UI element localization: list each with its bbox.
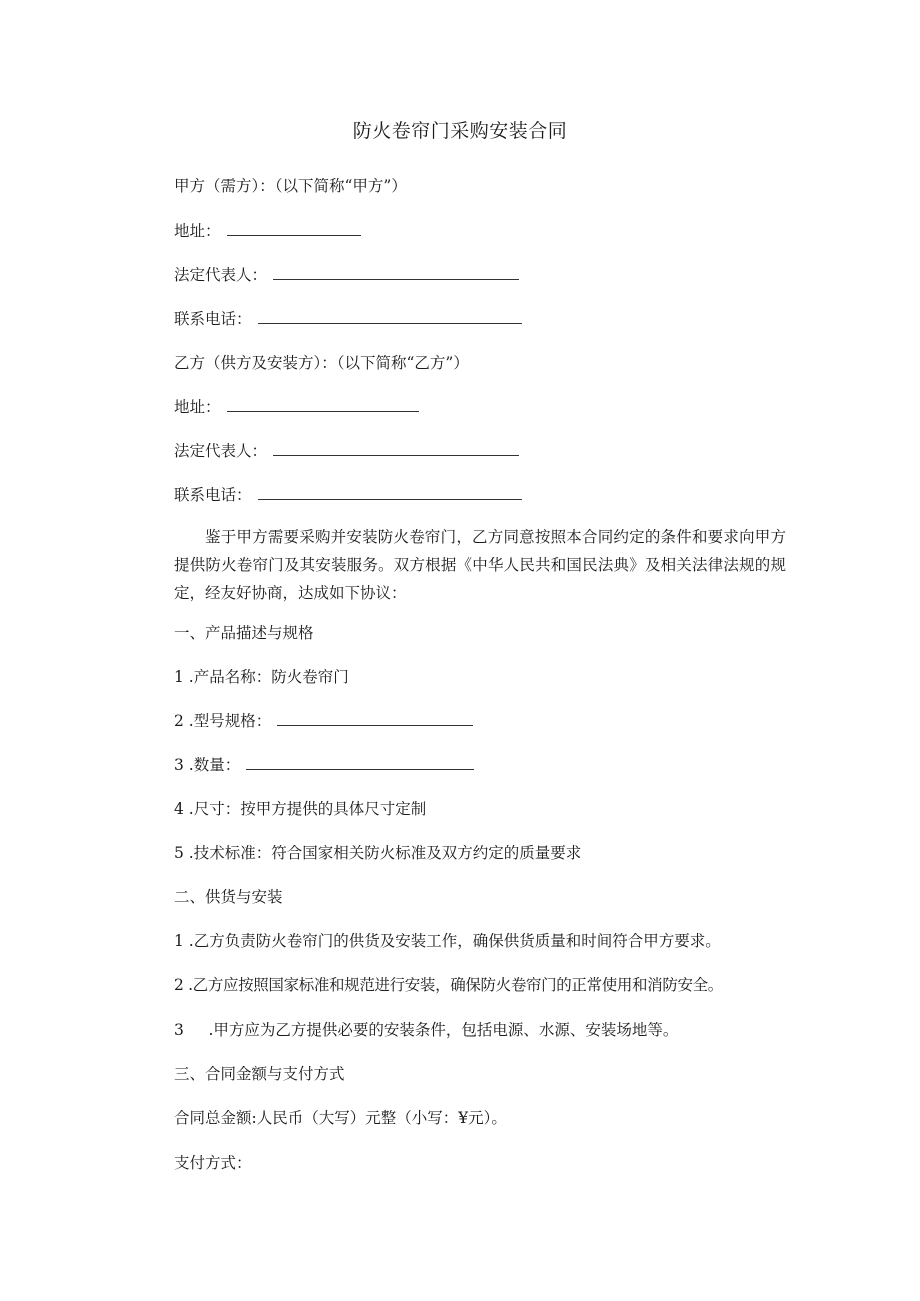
model-spec-blank [277,711,473,726]
party-a-rep [174,264,519,286]
party-b-address-label: 地址： [174,398,221,416]
quantity-blank [246,755,474,770]
payment-method-label: 支付方式： [174,1154,252,1172]
party-b-rep-blank [273,441,519,456]
section2-heading: 二、供货与安装 [174,888,283,906]
preamble-paragraph: 鉴于甲方需要采购并安装防火卷帘门，乙方同意按照本合同约定的条件和要求向甲方提供防火卷帘门及其安装服务。双方根据《中华人民共和国民法典》及相关法律法规的规定，经友好协商，达成如下协议： [174,528,786,602]
section3-heading: 三、合同金额与支付方式 [174,1065,345,1083]
party-b-rep [174,440,519,462]
party-b-rep-label: 法定代表人： [174,442,268,460]
section1-item-4: 4 .尺寸：按甲方提供的具体尺寸定制 [174,800,427,818]
party-a-address-blank [227,221,361,236]
section2-item-2: 2 .乙方应按照国家标准和规范进行安装，确保防火卷帘门的正常使用和消防安全。 [174,976,723,994]
party-b-phone-blank [258,485,522,500]
contract-amount: 合同总金额:人民币（大写）元整（小写：¥元）。 [174,1109,507,1127]
party-b-header: 乙方（供方及安装方）：（以下简称“乙方”） [174,354,469,372]
party-a-header: 甲方（需方）：（以下简称“甲方”） [174,177,407,195]
section1-item-3 [174,754,474,776]
party-a-phone [174,308,522,330]
section2-item-1: 1 .乙方负责防火卷帘门的供货及安装工作，确保供货质量和时间符合甲方要求。 [174,932,721,950]
document-title: 防火卷帘门采购安装合同 [352,120,568,142]
party-a-phone-label: 联系电话： [174,310,252,328]
party-b-address [174,396,419,418]
party-b-phone-label: 联系电话： [174,486,252,504]
party-a-phone-blank [258,309,522,324]
section1-item-5: 5 .技术标准：符合国家相关防火标准及双方约定的质量要求 [174,844,582,862]
party-a-address [174,220,361,242]
party-a-rep-label: 法定代表人： [174,266,268,284]
party-b-phone [174,484,522,506]
section1-item-1: 1 .产品名称：防火卷帘门 [174,668,349,686]
section1-heading: 一、产品描述与规格 [174,624,314,642]
party-a-address-label: 地址： [174,222,221,240]
party-b-address-blank [227,397,419,412]
section1-item-2-label: 2 .型号规格： [174,712,272,730]
section1-item-2 [174,710,473,732]
section1-item-3-label: 3 .数量： [174,756,241,774]
section2-item-3: 3 .甲方应为乙方提供必要的安装条件，包括电源、水源、安装场地等。 [174,1021,679,1039]
party-a-rep-blank [273,265,519,280]
